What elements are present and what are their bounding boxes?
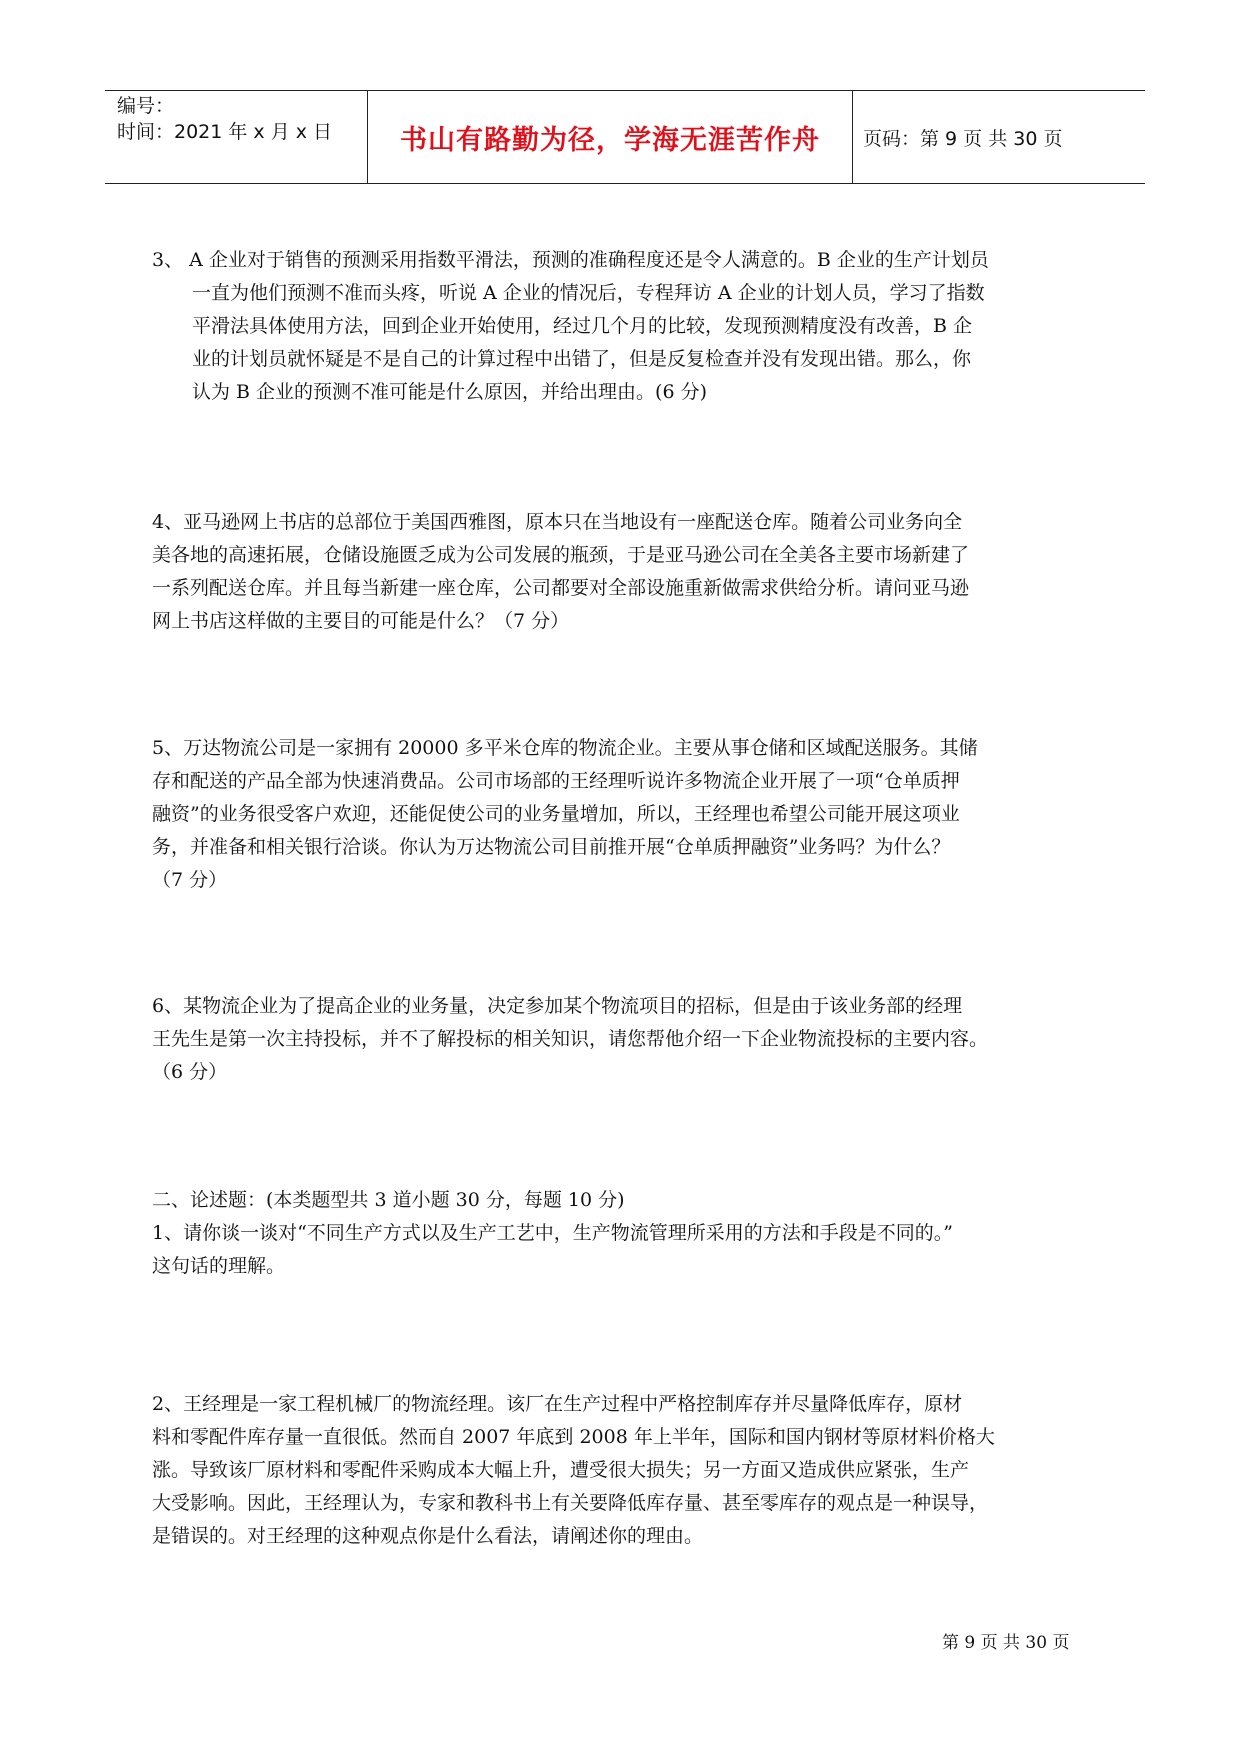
question-line: （6 分） [152,1061,228,1083]
motto-text: 书山有路勤为径，学海无涯苦作舟 [400,124,820,156]
question-3 [152,244,989,409]
question-line: 业的计划员就怀疑是不是自己的计算过程中出错了，但是反复检查并没有发现出错。那么，你 [192,348,972,370]
question-line: 认为 B 企业的预测不准可能是什么原因，并给出理由。(6 分) [192,381,707,403]
essay-question-line: 涨。导致该厂原材料和零配件采购成本大幅上升，遭受很大损失；另一方面又造成供应紧张，生产 [152,1459,970,1481]
essay-question-line: 1、请你谈一谈对“不同生产方式以及生产工艺中，生产物流管理所采用的方法和手段是不同的。” [152,1222,954,1244]
essay-question-line: 是错误的。对王经理的这种观点你是什么看法，请阐述你的理由。 [152,1525,704,1547]
question-line: 3、 A 企业对于销售的预测采用指数平滑法，预测的准确程度还是令人满意的。B 企业的生产计划员 [152,249,989,271]
question-line: 存和配送的产品全部为快速消费品。公司市场部的王经理听说许多物流企业开展了一项“仓单质押 [152,770,960,792]
question-line: 网上书店这样做的主要目的可能是什么？（7 分） [152,610,570,632]
essay-question-line: 料和零配件库存量一直很低。然而自 2007 年底到 2008 年上半年，国际和国内钢材等原材料价格大 [152,1426,995,1448]
section-title: 二、论述题：(本类题型共 3 道小题 30 分，每题 10 分) [152,1189,625,1211]
question-line: （7 分） [152,869,228,891]
question-line: 一直为他们预测不准而头疼，听说 A 企业的情况后，专程拜访 A 企业的计划人员，学习了指数 [192,282,985,304]
question-line: 平滑法具体使用方法，回到企业开始使用，经过几个月的比较，发现预测精度没有改善，B 企 [192,315,973,337]
header-page-cell [853,91,1145,183]
question-6 [152,990,988,1089]
question-line: 6、某物流企业为了提高企业的业务量，决定参加某个物流项目的招标，但是由于该业务部的经理 [152,995,963,1017]
question-line: 融资”的业务很受客户欢迎，还能促使公司的业务量增加，所以，王经理也希望公司能开展这项业 [152,803,960,825]
doc-time-label: 时间：2021 年 x 月 x 日 [117,121,333,143]
page-footer: 第 9 页 共 30 页 [942,1633,1070,1653]
essay-question-line: 2、王经理是一家工程机械厂的物流经理。该厂在生产过程中严格控制库存并尽量降低库存，原材 [152,1393,963,1415]
question-5 [152,732,978,897]
question-line: 务，并准备和相关银行洽谈。你认为万达物流公司目前推开展“仓单质押融资”业务吗？为什么？ [152,836,951,858]
header-page-label: 页码：第 9 页 共 30 页 [863,127,1063,150]
question-4 [152,506,969,638]
question-line: 一系列配送仓库。并且每当新建一座仓库，公司都要对全部设施重新做需求供给分析。请问亚马逊 [152,577,970,599]
header-motto-cell [368,91,853,183]
essay-question-2 [152,1388,995,1553]
page-header [105,90,1145,184]
question-line: 5、万达物流公司是一家拥有 20000 多平米仓库的物流企业。主要从事仓储和区域配送服务。其储 [152,737,978,759]
question-line: 4、亚马逊网上书店的总部位于美国西雅图，原本只在当地设有一座配送仓库。随着公司业务向全 [152,511,963,533]
header-info-cell [105,91,368,183]
essay-question-line: 大受影响。因此，王经理认为，专家和教科书上有关要降低库存量、甚至零库存的观点是一种误导， [152,1492,989,1514]
essay-section [152,1184,953,1283]
question-line: 王先生是第一次主持投标，并不了解投标的相关知识，请您帮他介绍一下企业物流投标的主要内容。 [152,1028,989,1050]
essay-question-line: 这句话的理解。 [152,1255,286,1277]
question-line: 美各地的高速拓展，仓储设施匮乏成为公司发展的瓶颈，于是亚马逊公司在全美各主要市场新建了 [152,544,970,566]
doc-number-label: 编号： [117,95,175,117]
